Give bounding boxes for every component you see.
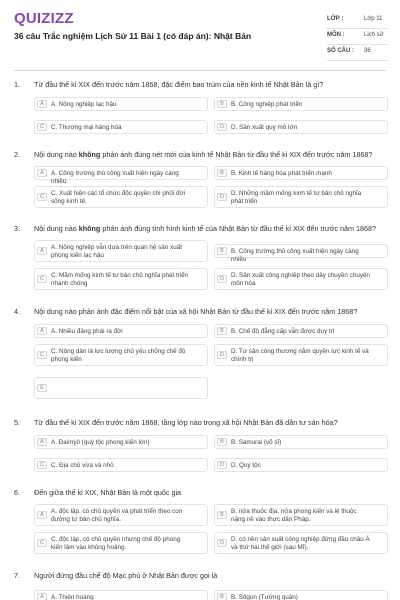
option-letter: C	[37, 123, 47, 131]
option-text: C. độc lập, có chủ quyền nhưng chế độ phong kiến lâm vào khủng hoảng.	[51, 536, 181, 551]
option-letter: D	[217, 123, 227, 131]
option-text: A. Nhiều đảng phái ra đời	[51, 328, 123, 335]
option-letter: E	[37, 384, 47, 392]
option-letter: B	[217, 169, 227, 177]
option-letter: B	[217, 438, 227, 446]
question-number: 6.	[14, 488, 20, 497]
option-d[interactable]	[214, 532, 388, 554]
question-text: Nội dung nào không phản ánh đúng tình hình kinh tế của Nhật Bản từ đầu thế kỉ XIX đến trước năm 1868?	[34, 224, 376, 233]
question-number: 4.	[14, 307, 20, 316]
option-c[interactable]	[34, 186, 208, 208]
option-text: A. độc lập, có chủ quyền và phát triển theo con đường tư bản chủ nghĩa.	[51, 508, 183, 523]
option-c[interactable]	[34, 268, 208, 290]
question-text: Từ đầu thế kỉ XIX đến trước năm 1868, đặc điểm bao trùm của nền kinh tế Nhật Bản là gì?	[34, 80, 324, 89]
meta-table	[327, 13, 387, 61]
option-letter: A	[37, 593, 47, 600]
meta-value: Lịch sử	[364, 32, 384, 38]
document-header	[0, 0, 400, 70]
question-number: 7.	[14, 571, 20, 580]
option-letter: A	[37, 100, 47, 108]
question-number: 1.	[14, 80, 20, 89]
option-letter: A	[37, 327, 47, 335]
option-b[interactable]	[214, 324, 388, 338]
option-e[interactable]	[34, 377, 208, 399]
option-text: C. Địa chủ vừa và nhỏ	[51, 462, 114, 469]
option-text: C. Xuất hiện các tổ chức độc quyền chi phối đời sống kinh tế.	[51, 190, 186, 205]
option-text: D. Sản xuất công nghiệp theo dây chuyền chuyên môn hóa	[231, 272, 370, 287]
question-text: Nội dung nào không phản ánh đúng nét mới của kinh tế Nhật Bản từ đầu thế kỉ XIX đến trước năm 1868?	[34, 150, 373, 159]
option-letter: C	[37, 351, 47, 359]
meta-value: Lớp 11	[364, 16, 383, 22]
option-text: B. Samurai (võ sĩ)	[231, 439, 282, 446]
option-a[interactable]	[34, 590, 208, 600]
option-text: D. Những mầm mống kinh tế tư bản chủ nghĩa phát triển	[231, 190, 362, 205]
option-text: D. Tư sản công thương nắm quyền lực kinh tế và chính trị	[231, 348, 369, 363]
option-d[interactable]	[214, 120, 388, 134]
meta-row-count	[327, 45, 387, 61]
option-text: A. Nông nghiệp vẫn dựa trên quan hệ sản xuất phong kiến lạc hậu	[51, 244, 182, 259]
option-a[interactable]	[34, 324, 208, 338]
question-text: Nội dung nào phản ánh đặc điểm nổi bật của xã hội Nhật Bản từ đầu thế kỉ XIX đến trước năm 1868?	[34, 307, 358, 316]
option-a[interactable]	[34, 166, 208, 185]
option-text: C. Mầm mống kinh tế tư bản chủ nghĩa phát triển nhanh chóng	[51, 272, 189, 287]
option-text: B. nửa thuộc địa, nửa phong kiến và lệ thuộc nặng nề vào thực dân Pháp.	[231, 508, 357, 523]
option-letter: B	[217, 247, 227, 255]
meta-key: MÔN :	[327, 32, 345, 38]
option-c[interactable]	[34, 532, 208, 554]
question-number: 5.	[14, 418, 20, 427]
option-letter: A	[37, 438, 47, 446]
option-letter: D	[217, 193, 227, 201]
option-d[interactable]	[214, 458, 388, 472]
option-letter: C	[37, 539, 47, 547]
question-text: Người đứng đầu chế độ Mạc phủ ở Nhật Bản được gọi là	[34, 571, 218, 580]
question-text: Từ đầu thế kỉ XIX đến trước năm 1868, tầng lớp nào trong xã hội Nhật Bản đã dần tư sản hóa?	[34, 418, 338, 427]
option-letter: C	[37, 193, 47, 201]
meta-key: LỚP :	[327, 16, 344, 22]
option-letter: A	[37, 169, 47, 177]
option-a[interactable]	[34, 504, 208, 526]
option-letter: D	[217, 351, 227, 359]
header-divider	[14, 70, 386, 71]
option-text: D. Quý tộc	[231, 462, 261, 469]
option-letter: B	[217, 593, 227, 600]
option-letter: A	[37, 511, 47, 519]
option-letter: C	[37, 461, 47, 469]
option-text: B. Kinh tế hàng hóa phát triển mạnh	[231, 170, 332, 177]
option-letter: A	[37, 247, 47, 255]
option-text: C. Thương mại hàng hóa	[51, 124, 122, 131]
option-text: B. Chế độ đẳng cấp vẫn được duy trì	[231, 328, 335, 335]
option-b[interactable]	[214, 590, 388, 600]
option-d[interactable]	[214, 344, 388, 366]
question-number: 3.	[14, 224, 20, 233]
option-a[interactable]	[34, 97, 208, 111]
question-text: Đến giữa thế kỉ XIX, Nhật Bản là một quốc gia	[34, 488, 182, 497]
option-a[interactable]	[34, 435, 208, 449]
option-text: B. Công trường thủ công xuất hiện ngày càng nhiều	[231, 248, 359, 263]
question-number: 2.	[14, 150, 20, 159]
option-d[interactable]	[214, 268, 388, 290]
option-b[interactable]	[214, 435, 388, 449]
option-b[interactable]	[214, 504, 388, 526]
option-text: A. Đaimyô (quý tộc phong kiến lớn)	[51, 439, 150, 446]
meta-value: 36	[364, 48, 371, 54]
option-text: D. có nền sản xuất công nghiệp đứng đầu châu Á và thứ hai thế giới (sau Mĩ).	[231, 536, 370, 551]
quizizz-logo: QUIZIZZ	[14, 10, 74, 27]
option-b[interactable]	[214, 97, 388, 111]
meta-row-class	[327, 13, 387, 29]
option-text: A. Thiên hoàng	[51, 594, 94, 600]
option-letter: B	[217, 327, 227, 335]
option-letter: B	[217, 100, 227, 108]
option-letter: C	[37, 275, 47, 283]
option-c[interactable]	[34, 458, 208, 472]
option-letter: D	[217, 539, 227, 547]
option-d[interactable]	[214, 186, 388, 208]
option-letter: D	[217, 275, 227, 283]
option-text: C. Nông dân là lực lượng chủ yếu chống chế độ phong kiến	[51, 348, 186, 363]
page-title: 36 câu Trắc nghiệm Lịch Sử 11 Bài 1 (có đáp án): Nhật Bản	[14, 31, 252, 41]
meta-key: SỐ CÂU :	[327, 48, 354, 54]
option-text: D. Sản xuất quy mô lớn	[231, 124, 298, 131]
option-text: A. Công trường thủ công xuất hiện ngày càng nhiều	[51, 170, 179, 185]
option-a[interactable]	[34, 240, 208, 262]
option-text: B. Công nghiệp phát triển	[231, 101, 303, 108]
option-c[interactable]	[34, 344, 208, 366]
meta-row-subject	[327, 29, 387, 45]
option-b[interactable]	[214, 166, 388, 180]
option-letter: B	[217, 511, 227, 519]
option-letter: D	[217, 461, 227, 469]
option-b[interactable]	[214, 244, 388, 263]
option-c[interactable]	[34, 120, 208, 134]
option-text: A. Nông nghiệp lạc hậu	[51, 101, 117, 108]
option-text: B. Sôgun (Tướng quân)	[231, 594, 298, 600]
